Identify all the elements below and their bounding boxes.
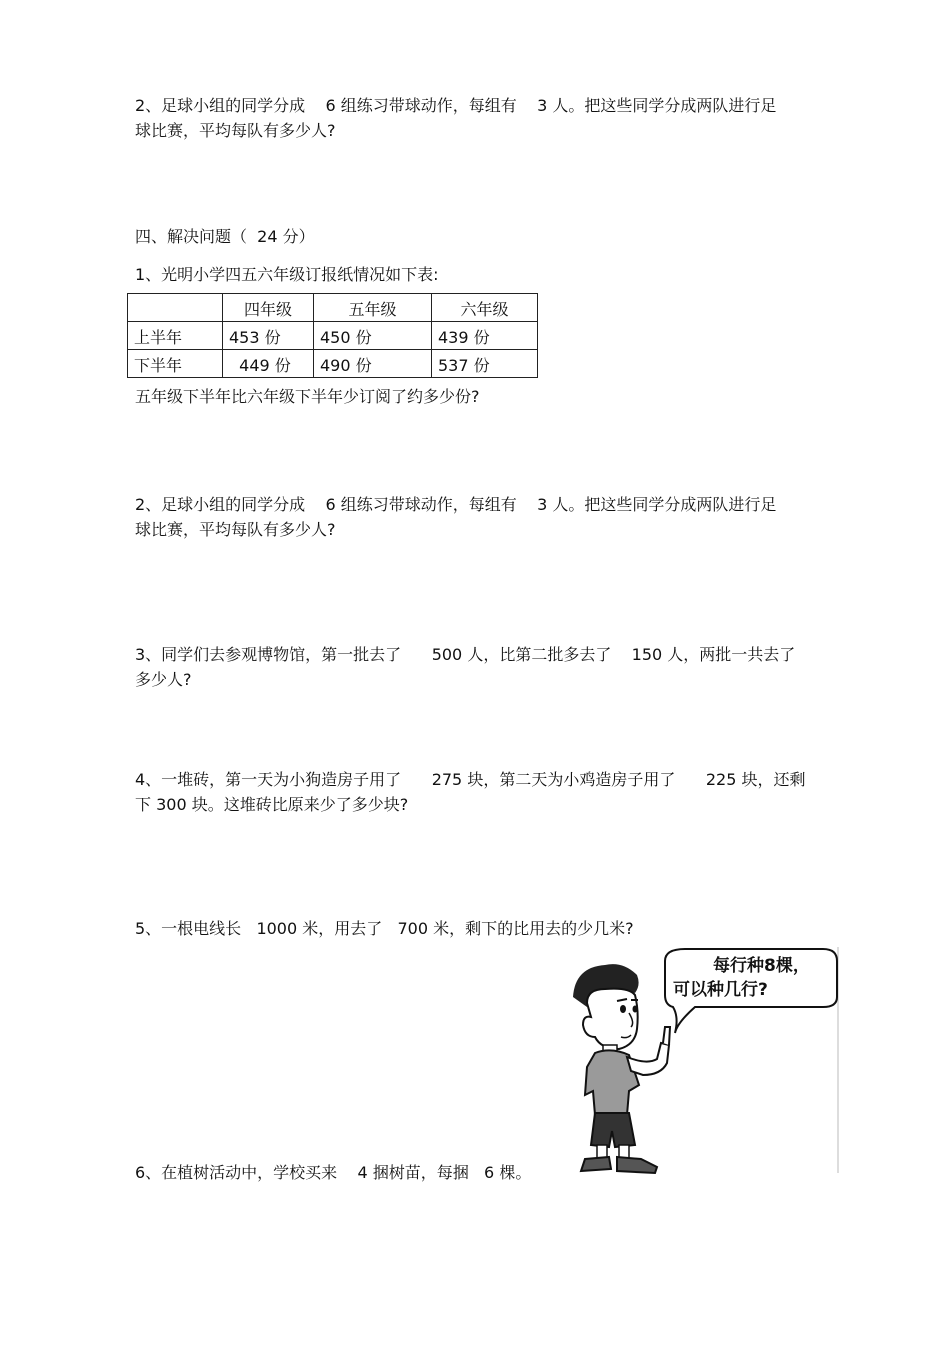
question-line: 球比赛，平均每队有多少人? [135,121,336,140]
table-cell: 450 份 [314,322,432,350]
newspaper-table [127,293,538,378]
table-header-cell: 四年级 [223,294,314,322]
table-row [128,322,538,350]
question-line: 6、在植树活动中，学校买来 4 捆树苗，每捆 6 棵。 [135,1163,532,1182]
question-line: 1、光明小学四五六年级订报纸情况如下表: [135,265,439,284]
boy-illustration [565,945,840,1175]
question-line: 下 300 块。这堆砖比原来少了多少块? [135,795,409,814]
question-line: 五年级下半年比六年级下半年少订阅了约多少份? [135,387,480,406]
table-cell: 449 份 [223,350,314,378]
table-cell: 537 份 [432,350,538,378]
question-line: 球比赛，平均每队有多少人? [135,520,336,539]
bubble-line-1: 每行种8棵， [713,956,810,976]
bubble-line-2: 可以种几行? [673,980,768,1000]
question-line: 2、足球小组的同学分成 6 组练习带球动作，每组有 3 人。把这些同学分成两队进行足 [135,495,777,514]
table-header-cell: 五年级 [314,294,432,322]
boy-drawing [565,945,840,1175]
table-cell: 490 份 [314,350,432,378]
section-title: 四、解决问题（ 24 分） [135,227,315,246]
table-header-cell: 六年级 [432,294,538,322]
question-line: 2、足球小组的同学分成 6 组练习带球动作，每组有 3 人。把这些同学分成两队进行足 [135,96,777,115]
question-line: 多少人? [135,670,192,689]
question-line: 5、一根电线长 1000 米，用去了 700 米，剩下的比用去的少几米? [135,919,634,938]
table-cell: 下半年 [128,350,223,378]
table-cell: 439 份 [432,322,538,350]
table-header-cell [128,294,223,322]
question-line: 4、一堆砖，第一天为小狗造房子用了 275 块，第二天为小鸡造房子用了 225 块，还剩 [135,770,806,789]
table-row [128,350,538,378]
question-line: 3、同学们去参观博物馆，第一批去了 500 人，比第二批多去了 150 人，两批一共去了 [135,645,796,664]
table-header-row [128,294,538,322]
table-cell: 453 份 [223,322,314,350]
table-cell: 上半年 [128,322,223,350]
